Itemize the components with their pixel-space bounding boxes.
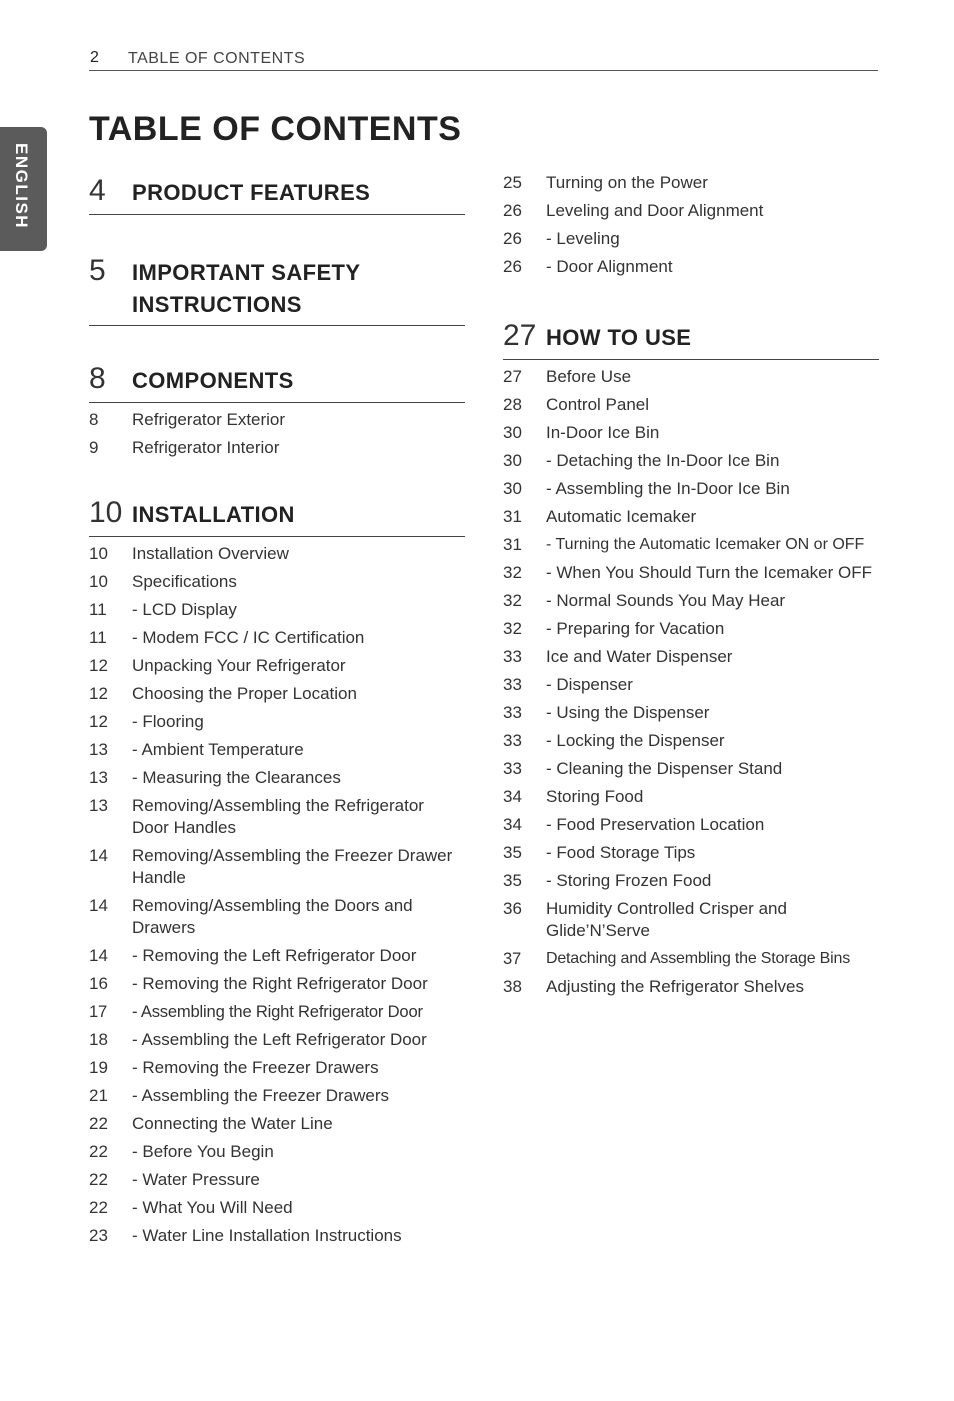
- section-heading-product-features[interactable]: [89, 172, 465, 215]
- entry-page: 14: [89, 946, 108, 965]
- section-title: INSTALLATION: [132, 502, 295, 527]
- language-tab-label: ENGLISH: [12, 143, 31, 230]
- page-title: TABLE OF CONTENTS: [89, 110, 462, 148]
- entry-page: 32: [503, 619, 522, 638]
- toc-entry[interactable]: [89, 596, 465, 624]
- toc-entry[interactable]: [503, 197, 879, 225]
- entry-page: 34: [503, 815, 522, 834]
- entry-label: - Removing the Right Refrigerator Door: [132, 974, 428, 993]
- page-header: [89, 48, 878, 71]
- entry-page: 33: [503, 731, 522, 750]
- entry-page: 31: [503, 507, 522, 526]
- entry-label: - Before You Begin: [132, 1142, 274, 1161]
- toc-entry[interactable]: [89, 1194, 465, 1222]
- entry-page: 13: [89, 740, 108, 759]
- toc-entry[interactable]: [503, 671, 879, 699]
- toc-entry[interactable]: [89, 998, 465, 1026]
- section-title: COMPONENTS: [132, 368, 294, 393]
- entry-label: - Assembling the Right Refrigerator Door: [132, 1002, 423, 1021]
- toc-entry[interactable]: [89, 624, 465, 652]
- entry-label: In-Door Ice Bin: [546, 423, 660, 442]
- entry-page: 10: [89, 544, 108, 563]
- entry-label: - Food Storage Tips: [546, 843, 696, 862]
- entry-page: 11: [89, 600, 107, 619]
- section-heading-how-to-use[interactable]: [503, 317, 879, 360]
- entry-label: - Detaching the In-Door Ice Bin: [546, 451, 780, 470]
- toc-entry[interactable]: [89, 1222, 465, 1250]
- entry-page: 26: [503, 201, 522, 220]
- entry-page: 27: [503, 367, 522, 386]
- section-page-number: 8: [89, 362, 106, 395]
- entry-label: - Preparing for Vacation: [546, 619, 725, 638]
- toc-entry[interactable]: [503, 755, 879, 783]
- entry-page: 26: [503, 257, 522, 276]
- toc-entry[interactable]: [89, 406, 465, 434]
- entry-label: Refrigerator Exterior: [132, 410, 286, 429]
- entry-label: Humidity Controlled Crisper and Glide’N’Serve: [546, 899, 787, 940]
- entry-page: 31: [503, 535, 522, 554]
- toc-entry[interactable]: [503, 727, 879, 755]
- section-heading-important-safety-instructions[interactable]: [89, 252, 465, 326]
- entry-label: Choosing the Proper Location: [132, 684, 357, 703]
- entry-label: - Turning the Automatic Icemaker ON or OFF: [546, 536, 865, 553]
- entry-label: Removing/Assembling the Refrigerator Door Handles: [132, 796, 424, 837]
- entry-page: 13: [89, 768, 108, 787]
- installation-continued-entries: [503, 169, 879, 281]
- toc-entry[interactable]: [503, 531, 879, 559]
- entry-page: 10: [89, 572, 108, 591]
- entry-page: 30: [503, 479, 522, 498]
- entry-page: 14: [89, 896, 108, 915]
- entry-label: Unpacking Your Refrigerator: [132, 656, 346, 675]
- entry-label: - Normal Sounds You May Hear: [546, 591, 786, 610]
- how-to-use-entries: [503, 363, 879, 1001]
- entry-label: - Water Line Installation Instructions: [132, 1226, 402, 1245]
- entry-page: 8: [89, 410, 99, 429]
- toc-entry[interactable]: [503, 615, 879, 643]
- entry-label: - Assembling the Left Refrigerator Door: [132, 1030, 427, 1049]
- entry-label: Adjusting the Refrigerator Shelves: [546, 977, 804, 996]
- toc-entry[interactable]: [503, 839, 879, 867]
- entry-page: 19: [89, 1058, 108, 1077]
- toc-entry[interactable]: [503, 559, 879, 587]
- toc-entry[interactable]: [503, 811, 879, 839]
- entry-page: 12: [89, 684, 108, 703]
- entry-page: 9: [89, 438, 99, 457]
- entry-page: 23: [89, 1226, 108, 1245]
- toc-entry[interactable]: [503, 945, 879, 973]
- section-heading-installation[interactable]: [89, 494, 465, 537]
- entry-label: - Ambient Temperature: [132, 740, 304, 759]
- entry-label: - Locking the Dispenser: [546, 731, 725, 750]
- header-title: TABLE OF CONTENTS: [128, 50, 306, 67]
- toc-entry[interactable]: [503, 503, 879, 531]
- entry-label: - Assembling the In-Door Ice Bin: [546, 479, 790, 498]
- entry-label: - When You Should Turn the Icemaker OFF: [546, 563, 872, 582]
- toc-entry[interactable]: [503, 699, 879, 727]
- toc-entry[interactable]: [89, 736, 465, 764]
- entry-page: 25: [503, 173, 522, 192]
- page-number: 2: [90, 49, 99, 66]
- entry-label: - Removing the Freezer Drawers: [132, 1058, 379, 1077]
- toc-entry[interactable]: [89, 1166, 465, 1194]
- entry-page: 21: [89, 1086, 108, 1105]
- entry-label: - Food Preservation Location: [546, 815, 765, 834]
- entry-page: 17: [89, 1002, 108, 1021]
- entry-page: 36: [503, 899, 522, 918]
- entry-page: 11: [89, 628, 107, 647]
- entry-page: 22: [89, 1142, 108, 1161]
- entry-page: 34: [503, 787, 522, 806]
- entry-label: Automatic Icemaker: [546, 507, 697, 526]
- toc-entry[interactable]: [503, 643, 879, 671]
- entry-label: - What You Will Need: [132, 1198, 293, 1217]
- entry-page: 33: [503, 703, 522, 722]
- toc-entry[interactable]: [503, 363, 879, 391]
- entry-label: - Modem FCC / IC Certification: [132, 628, 365, 647]
- toc-entry[interactable]: [503, 973, 879, 1001]
- entry-page: 18: [89, 1030, 108, 1049]
- section-title: IMPORTANT SAFETY INSTRUCTIONS: [132, 260, 361, 317]
- entry-label: - Using the Dispenser: [546, 703, 710, 722]
- toc-entry[interactable]: [503, 895, 879, 945]
- installation-entries: [89, 540, 465, 1250]
- entry-page: 22: [89, 1114, 108, 1133]
- components-entries: [89, 406, 465, 462]
- section-page-number: 4: [89, 174, 106, 207]
- toc-entry[interactable]: [89, 1026, 465, 1054]
- toc-entry[interactable]: [503, 475, 879, 503]
- toc-entry[interactable]: [89, 1054, 465, 1082]
- entry-label: Detaching and Assembling the Storage Bins: [546, 950, 850, 967]
- entry-label: Before Use: [546, 367, 632, 386]
- language-tab: [0, 127, 47, 251]
- toc-entry[interactable]: [89, 568, 465, 596]
- toc-entry[interactable]: [503, 419, 879, 447]
- toc-entry[interactable]: [89, 892, 465, 942]
- entry-label: Leveling and Door Alignment: [546, 201, 764, 220]
- entry-page: 33: [503, 675, 522, 694]
- entry-page: 33: [503, 647, 522, 666]
- entry-page: 13: [89, 796, 108, 815]
- entry-page: 38: [503, 977, 522, 996]
- entry-page: 26: [503, 229, 522, 248]
- entry-label: - Flooring: [132, 712, 204, 731]
- section-title: PRODUCT FEATURES: [132, 180, 371, 205]
- entry-page: 33: [503, 759, 522, 778]
- toc-entry[interactable]: [89, 652, 465, 680]
- entry-label: Ice and Water Dispenser: [546, 647, 733, 666]
- toc-entry[interactable]: [89, 842, 465, 892]
- toc-entry[interactable]: [503, 447, 879, 475]
- entry-page: 22: [89, 1170, 108, 1189]
- entry-label: Installation Overview: [132, 544, 289, 563]
- entry-page: 28: [503, 395, 522, 414]
- toc-entry[interactable]: [89, 680, 465, 708]
- toc-entry[interactable]: [89, 1082, 465, 1110]
- entry-label: - Measuring the Clearances: [132, 768, 341, 787]
- entry-label: Control Panel: [546, 395, 650, 414]
- entry-label: - Assembling the Freezer Drawers: [132, 1086, 389, 1105]
- entry-label: - Door Alignment: [546, 257, 673, 276]
- entry-page: 12: [89, 656, 108, 675]
- toc-entry[interactable]: [89, 764, 465, 792]
- entry-label: Refrigerator Interior: [132, 438, 280, 457]
- entry-label: Storing Food: [546, 787, 644, 806]
- entry-page: 32: [503, 591, 522, 610]
- entry-label: Removing/Assembling the Freezer Drawer Handle: [132, 846, 453, 887]
- entry-page: 12: [89, 712, 108, 731]
- section-title: HOW TO USE: [546, 325, 692, 350]
- entry-page: 35: [503, 871, 522, 890]
- toc-entry[interactable]: [89, 1110, 465, 1138]
- entry-page: 30: [503, 423, 522, 442]
- toc-entry[interactable]: [89, 942, 465, 970]
- entry-label: - LCD Display: [132, 600, 237, 619]
- entry-label: Connecting the Water Line: [132, 1114, 333, 1133]
- entry-label: - Storing Frozen Food: [546, 871, 712, 890]
- entry-label: - Water Pressure: [132, 1170, 260, 1189]
- toc-entry[interactable]: [503, 169, 879, 197]
- entry-label: Specifications: [132, 572, 237, 591]
- toc-entry[interactable]: [503, 391, 879, 419]
- section-page-number: 10: [89, 496, 123, 529]
- entry-label: - Cleaning the Dispenser Stand: [546, 759, 783, 778]
- entry-page: 16: [89, 974, 108, 993]
- entry-page: 32: [503, 563, 522, 582]
- toc-right-column: [503, 169, 879, 1001]
- toc-entry[interactable]: [503, 225, 879, 253]
- section-page-number: 5: [89, 254, 106, 287]
- entry-page: 30: [503, 451, 522, 470]
- entry-label: - Dispenser: [546, 675, 633, 694]
- entry-label: Removing/Assembling the Doors and Drawers: [132, 896, 413, 937]
- entry-label: Turning on the Power: [546, 173, 708, 192]
- toc-entry[interactable]: [503, 783, 879, 811]
- entry-page: 37: [503, 949, 522, 968]
- toc-entry[interactable]: [89, 708, 465, 736]
- toc-entry[interactable]: [503, 867, 879, 895]
- toc-entry[interactable]: [89, 540, 465, 568]
- section-heading-components[interactable]: [89, 360, 465, 403]
- toc-entry[interactable]: [89, 434, 465, 462]
- toc-entry[interactable]: [89, 792, 465, 842]
- entry-label: - Removing the Left Refrigerator Door: [132, 946, 417, 965]
- entry-label: - Leveling: [546, 229, 620, 248]
- toc-entry[interactable]: [503, 253, 879, 281]
- toc-left-column: [89, 172, 465, 1250]
- entry-page: 22: [89, 1198, 108, 1217]
- entry-page: 35: [503, 843, 522, 862]
- toc-entry[interactable]: [503, 587, 879, 615]
- entry-page: 14: [89, 846, 108, 865]
- toc-entry[interactable]: [89, 970, 465, 998]
- section-page-number: 27: [503, 319, 537, 352]
- toc-entry[interactable]: [89, 1138, 465, 1166]
